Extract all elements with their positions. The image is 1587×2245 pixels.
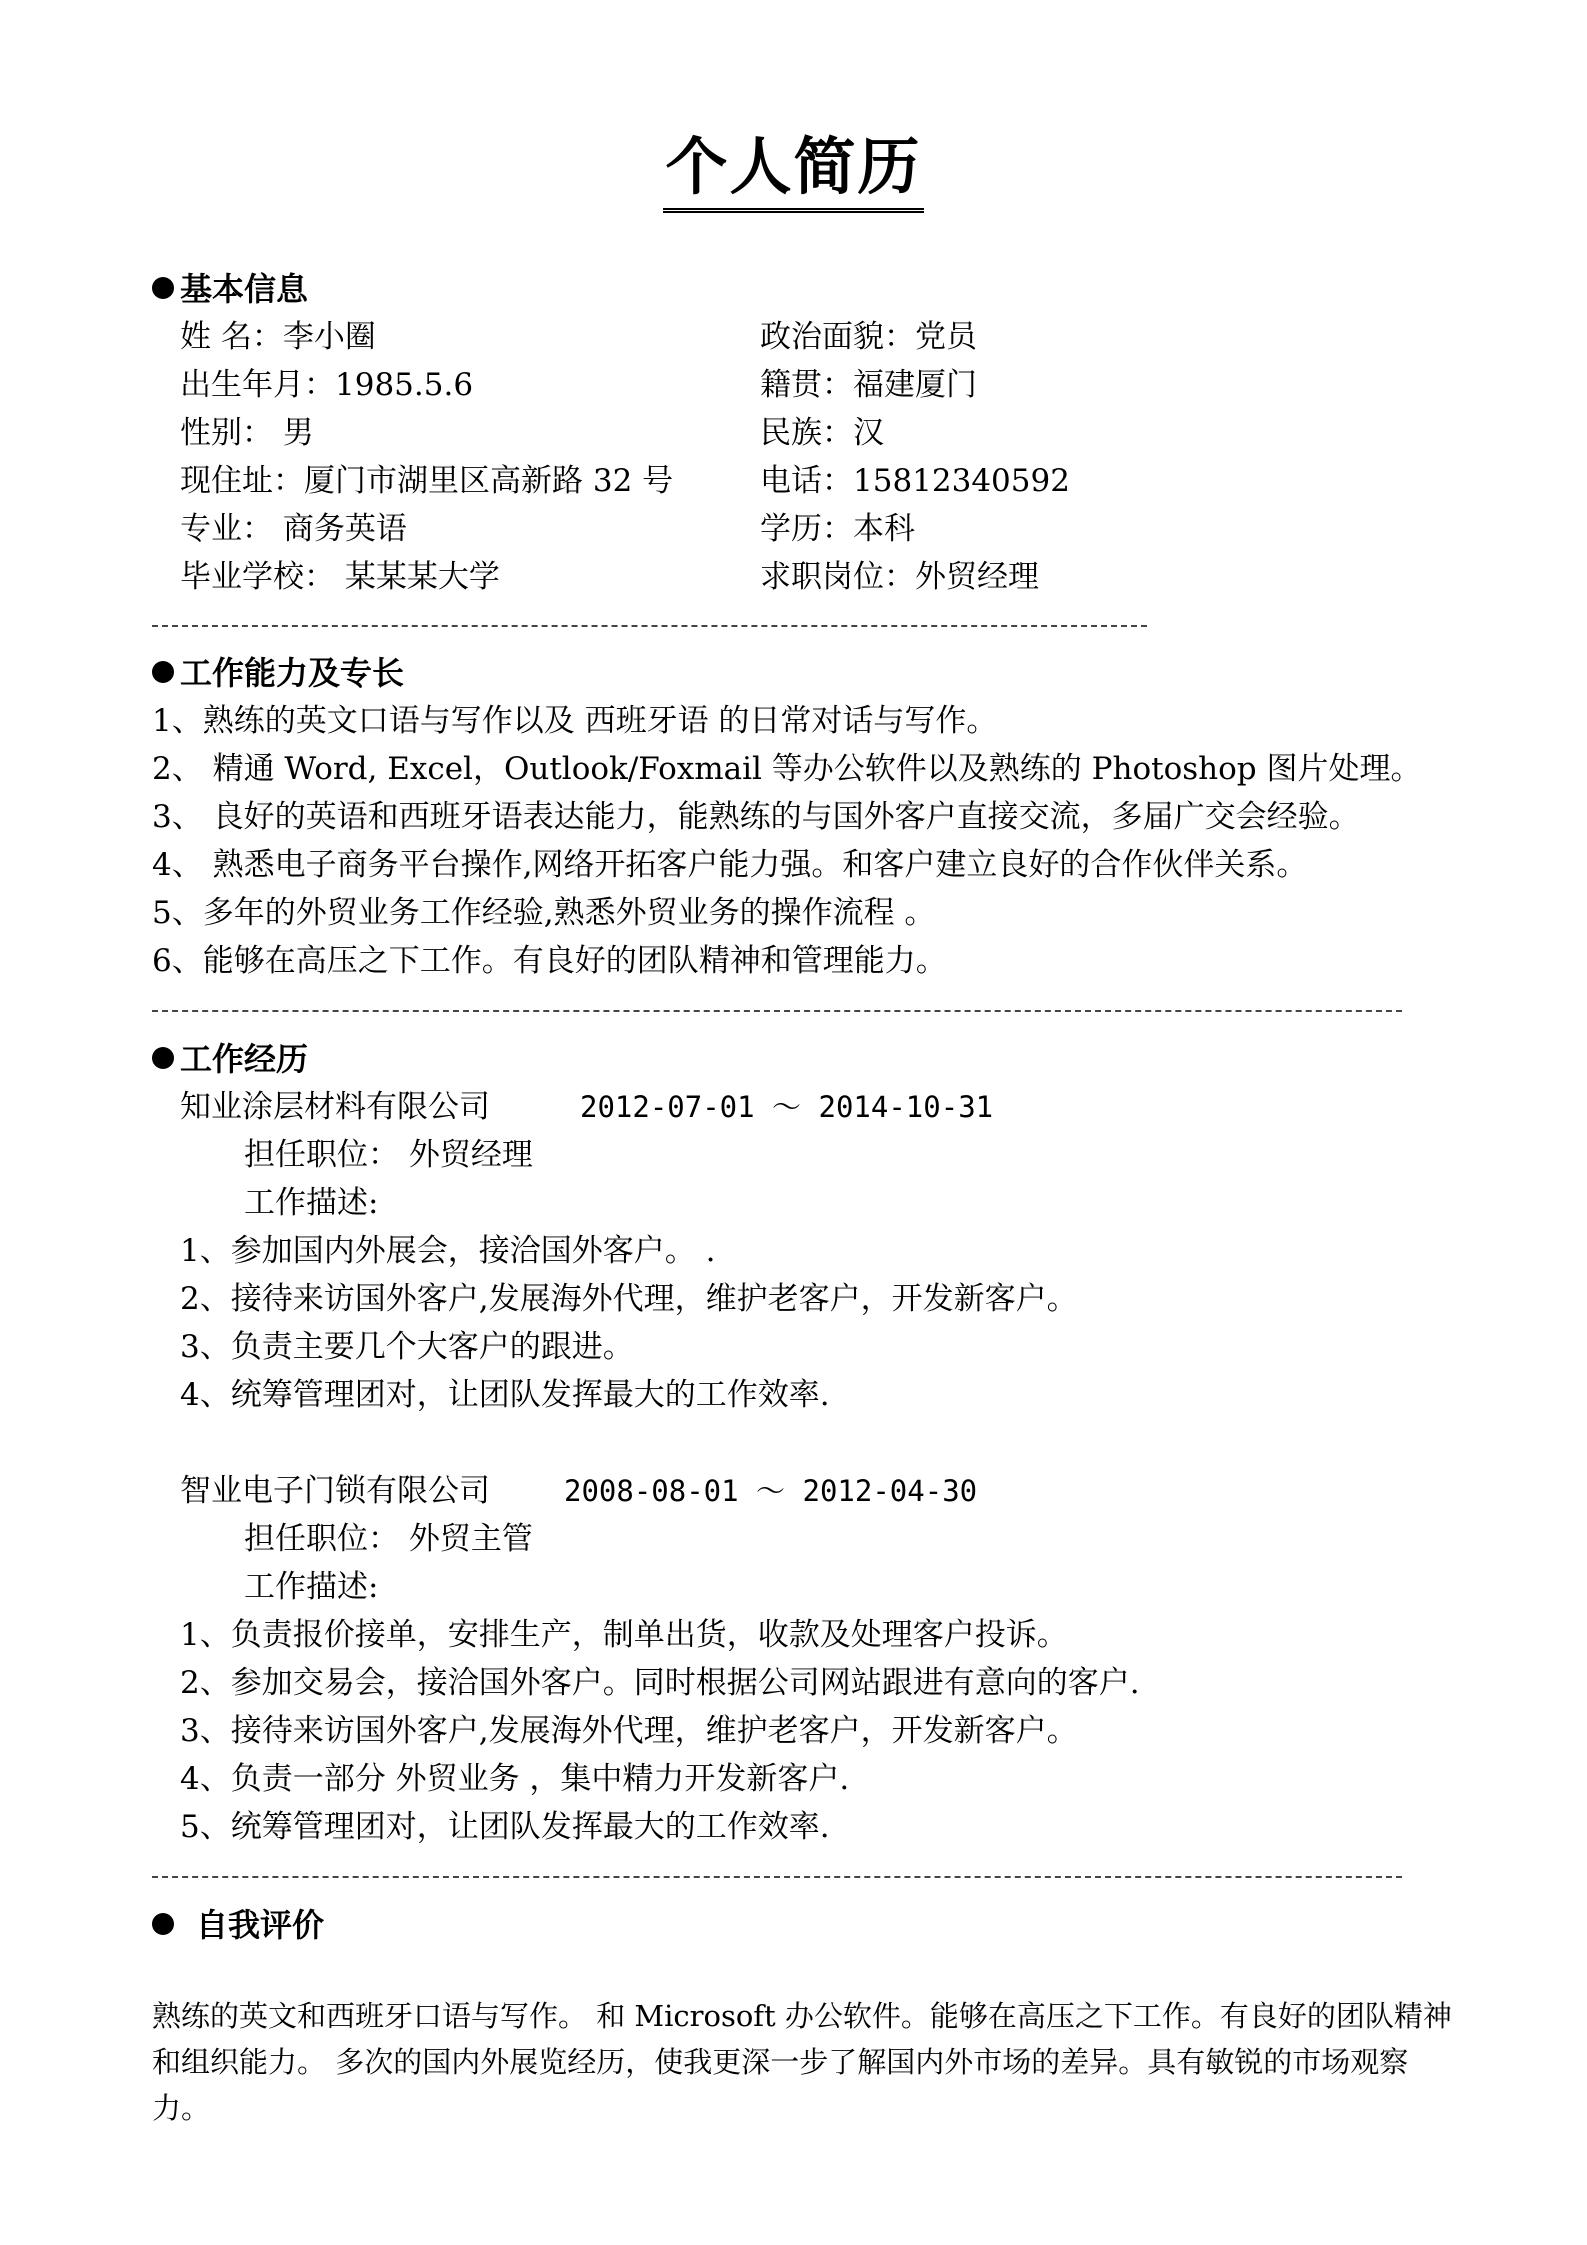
info-name: 姓 名：李小圈	[180, 319, 376, 355]
info-job-target: 求职岗位：外贸经理	[760, 559, 1039, 595]
info-political-status: 政治面貌：党员	[760, 319, 977, 355]
job-duty-item: 4、统筹管理团对，让团队发挥最大的工作效率.	[180, 1377, 830, 1413]
job-duty-item: 3、负责主要几个大客户的跟进。	[180, 1329, 634, 1365]
job-desc-label: 工作描述:	[244, 1185, 379, 1221]
skill-item: 4、 熟悉电子商务平台操作,网络开拓客户能力强。和客户建立良好的合作伙伴关系。	[152, 847, 1308, 883]
skill-item: 3、 良好的英语和西班牙语表达能力，能熟练的与国外客户直接交流，多届广交会经验。	[152, 799, 1360, 835]
info-school: 毕业学校： 某某某大学	[180, 559, 500, 595]
section-heading-experience: 工作经历	[152, 1039, 308, 1079]
job-duty-item: 2、参加交易会，接洽国外客户。同时根据公司网站跟进有意向的客户.	[180, 1665, 1140, 1701]
job-duty-item: 3、接待来访国外客户,发展海外代理，维护老客户，开发新客户。	[180, 1713, 1078, 1749]
job-period: 2012-07-01 ～ 2014-10-31	[580, 1090, 994, 1124]
info-education: 学历：本科	[760, 511, 915, 547]
job-position: 担任职位： 外贸主管	[244, 1521, 533, 1557]
section-heading-skills: 工作能力及专长	[152, 653, 404, 693]
section-heading-self-evaluation: 自我评价	[152, 1905, 324, 1945]
job-company: 智业电子门锁有限公司	[180, 1473, 490, 1509]
section-divider	[152, 625, 1147, 627]
skill-item: 6、能够在高压之下工作。有良好的团队精神和管理能力。	[152, 943, 947, 979]
info-major: 专业： 商务英语	[180, 511, 407, 547]
info-ethnicity: 民族：汉	[760, 415, 884, 451]
job-duty-item: 2、接待来访国外客户,发展海外代理，维护老客户，开发新客户。	[180, 1281, 1078, 1317]
skill-item: 1、熟练的英文口语与写作以及 西班牙语 的日常对话与写作。	[152, 703, 998, 739]
job-company: 知业涂层材料有限公司	[180, 1089, 490, 1125]
job-duty-item: 1、参加国内外展会，接洽国外客户。 .	[180, 1233, 716, 1269]
bullet-icon	[152, 1047, 174, 1069]
job-duty-item: 4、负责一部分 外贸业务 ，集中精力开发新客户.	[180, 1761, 850, 1797]
bullet-icon	[152, 277, 174, 299]
skill-item: 5、多年的外贸业务工作经验,熟悉外贸业务的操作流程 。	[152, 895, 936, 931]
section-heading-basic-info: 基本信息	[152, 269, 308, 309]
bullet-icon	[152, 661, 174, 683]
info-birth-date: 出生年月：1985.5.6	[180, 367, 474, 403]
info-gender: 性别： 男	[180, 415, 314, 451]
job-duty-item: 1、负责报价接单，安排生产，制单出货，收款及处理客户投诉。	[180, 1617, 1068, 1653]
self-evaluation-text: 熟练的英文和西班牙口语与写作。 和 Microsoft 办公软件。能够在高压之下工作。有良好的团队精神和组织能力。 多次的国内外展览经历，使我更深一步了解国内外市场的差异。具有敏锐的市场观察力。	[152, 1999, 1452, 2125]
info-phone: 电话：15812340592	[760, 463, 1070, 499]
job-desc-label: 工作描述:	[244, 1569, 379, 1605]
resume-title: 个人简历	[0, 128, 1587, 213]
info-native-place: 籍贯：福建厦门	[760, 367, 977, 403]
bullet-icon	[152, 1913, 174, 1935]
skill-item: 2、 精通 Word, Excel，Outlook/Foxmail 等办公软件以及熟练的 Photoshop 图片处理。	[152, 751, 1422, 787]
section-divider	[152, 1876, 1402, 1878]
section-divider	[152, 1010, 1402, 1012]
job-period: 2008-08-01 ～ 2012-04-30	[564, 1474, 978, 1508]
info-address: 现住址：厦门市湖里区高新路 32 号	[180, 463, 674, 499]
job-duty-item: 5、统筹管理团对，让团队发挥最大的工作效率.	[180, 1809, 830, 1845]
job-position: 担任职位： 外贸经理	[244, 1137, 533, 1173]
